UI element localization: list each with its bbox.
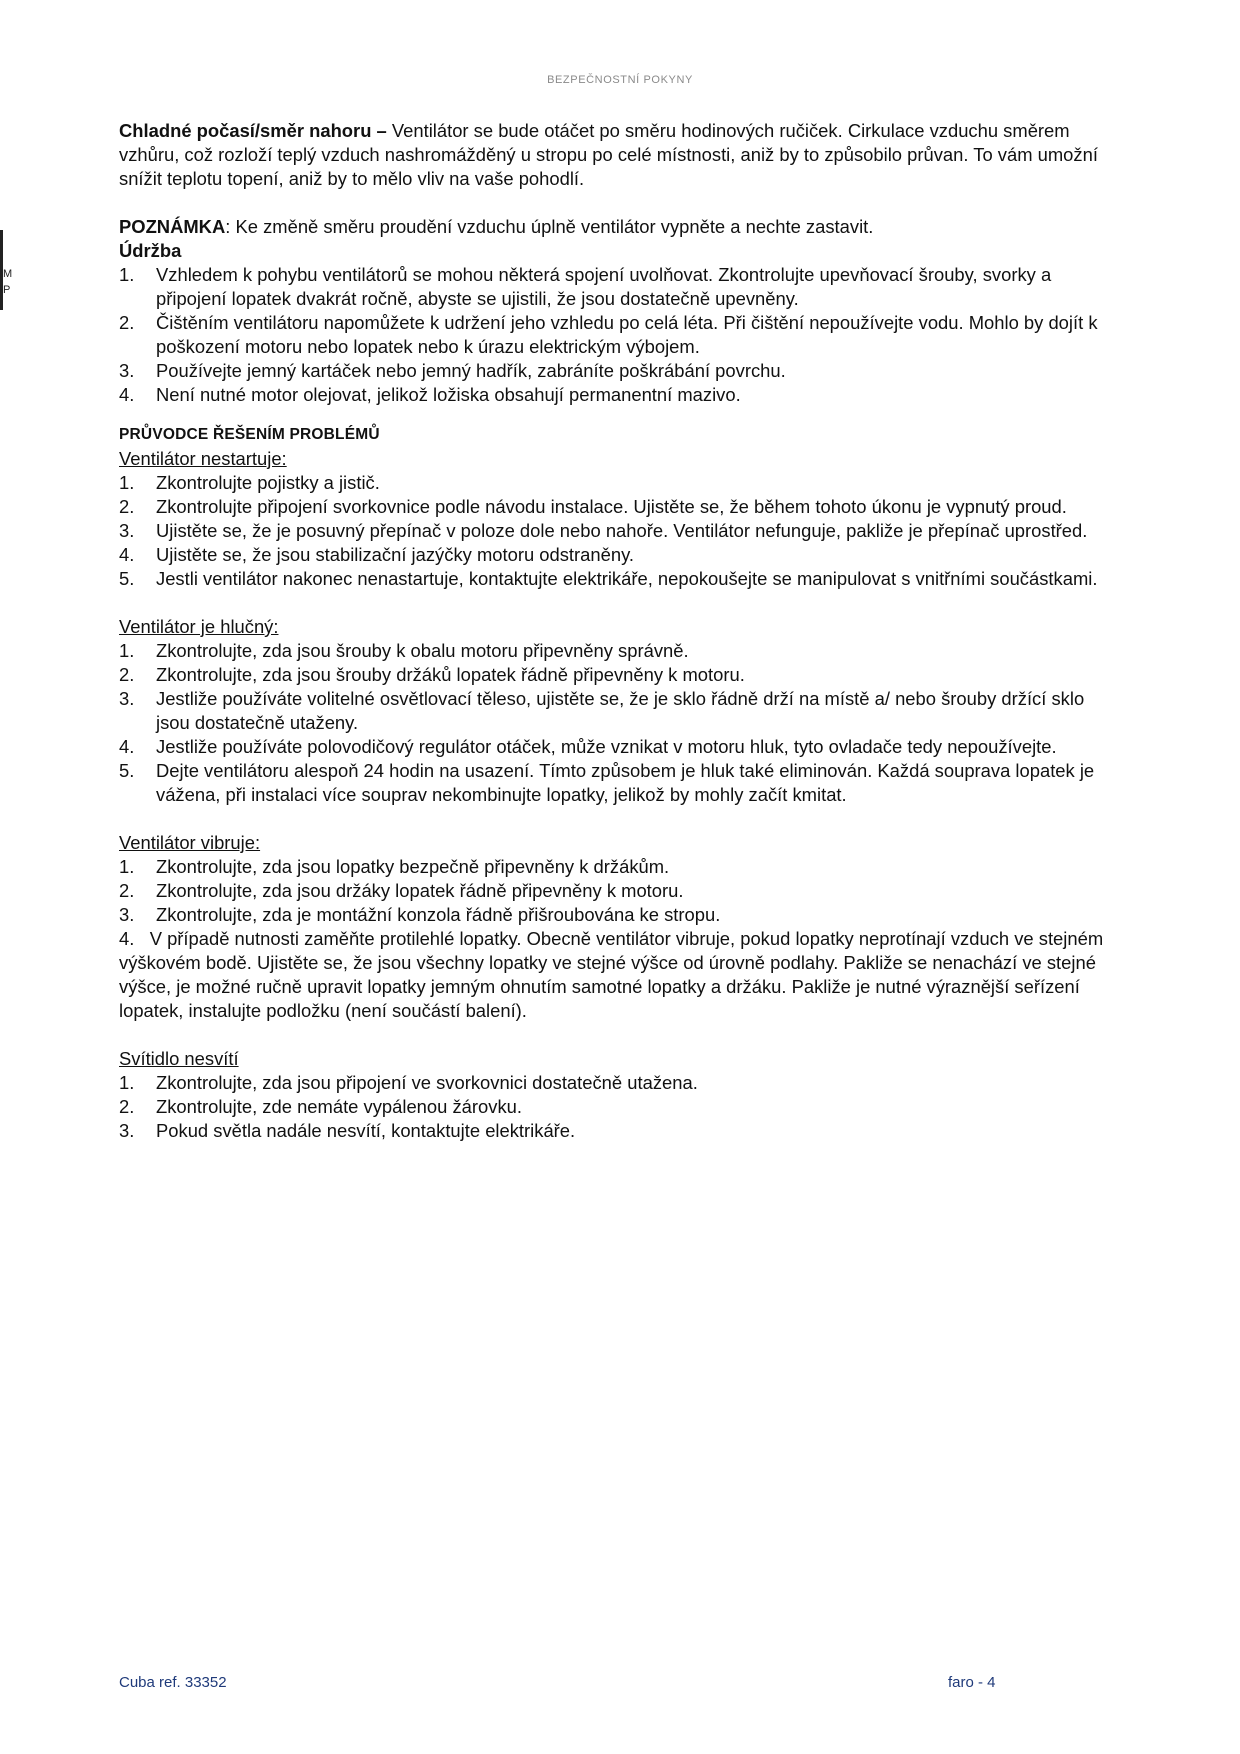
vibrates-item-4: 4. V případě nutnosti zaměňte protilehlé lopatky. Obecně ventilátor vibruje, pokud lopatky neprotínají vzduch ve stejném výškovém bodě. Ujistěte se, že jsou všechny lopatky ve stejné výšce od úrovně podlahy. Pakliže se nenachází ve stejné výšce, je možné ručně upravit lopatky jemným ohnutím samotné lopatky a držáku. Pakliže je nutné výraznější seřízení lopatek, instalujte podložku (není součástí balení). [119,928,1104,1021]
subsection-vibrates: Ventilátor vibruje: [119,832,261,853]
list-item: 3. Používejte jemný kartáček nebo jemný hadřík, zabráníte poškrábání povrchu. [119,360,786,381]
footer-reference: Cuba ref. 33352 [119,1674,227,1691]
note-text: : Ke změně směru proudění vzduchu úplně ventilátor vypněte a nechte zastavit. [225,216,874,237]
list-item: 2. Čištěním ventilátoru napomůžete k udržení jeho vzhledu po celá léta. Při čištění nepoužívejte vodu. Mohlo by dojít k poškození motoru nebo lopatek nebo k úrazu elektrickým výbojem. [119,312,1098,357]
list-item: 2. Zkontrolujte, zda jsou šrouby držáků lopatek řádně připevněny k motoru. [119,664,745,685]
list-item: 2. Zkontrolujte, zde nemáte vypálenou žárovku. [119,1096,522,1117]
note-paragraph [119,215,1119,239]
list-item: 1. Vzhledem k pohybu ventilátorů se mohou některá spojení uvolňovat. Zkontrolujte upevňovací šrouby, svorky a připojení lopatek dvakrát ročně, abyste se ujistili, že jsou dostatečně upevněny. [119,264,1052,309]
not-starting-list [119,471,1119,591]
cold-weather-paragraph [119,119,1119,191]
list-item: 3. Pokud světla nadále nesvítí, kontaktujte elektrikáře. [119,1120,576,1141]
list-item: 4. Není nutné motor olejovat, jelikož ložiska obsahují permanentní mazivo. [119,384,741,405]
cold-weather-text: Ventilátor se bude otáčet po směru hodinových ručiček. Cirkulace vzduchu směrem vzhůru, což rozloží teplý vzduch nashromážděný u stropu po celé místnosti, aniž by to způsobilo průvan. To vám umožní snížit teplotu topení, aniž by to mělo vliv na vaše pohodlí. [119,120,1098,189]
list-item: 2. Zkontrolujte, zda jsou držáky lopatek řádně připevněny k motoru. [119,880,684,901]
cold-weather-label: Chladné počasí/směr nahoru – [119,120,387,141]
subsection-noisy: Ventilátor je hlučný: [119,616,279,637]
list-item: 5. Dejte ventilátoru alespoň 24 hodin na usazení. Tímto způsobem je hluk také eliminován. Každá souprava lopatek je vážena, při instalaci více souprav nekombinujte lopatky, jelikož by mohly začít kmitat. [119,760,1095,805]
subsection-light: Svítidlo nesvítí [119,1048,239,1069]
side-margin-glyphs: M P [3,268,13,296]
page-header: BEZPEČNOSTNÍ POKYNY [547,74,693,86]
subsection-not-starting: Ventilátor nestartuje: [119,448,287,469]
document-body [119,119,1119,1143]
list-item: 1. Zkontrolujte, zda jsou šrouby k obalu motoru připevněny správně. [119,640,689,661]
noisy-list [119,639,1119,807]
list-item: 3. Zkontrolujte, zda je montážní konzola řádně přišroubována ke stropu. [119,904,721,925]
maintenance-list [119,263,1119,407]
list-item: 4. Ujistěte se, že jsou stabilizační jazýčky motoru odstraněny. [119,544,635,565]
vibrates-list [119,855,1119,927]
list-item: 5. Jestli ventilátor nakonec nenastartuje, kontaktujte elektrikáře, nepokoušejte se manipulovat s vnitřními součástkami. [119,568,1098,589]
troubleshooting-heading: PRŮVODCE ŘEŠENÍM PROBLÉMŮ [119,426,380,443]
list-item: 1. Zkontrolujte pojistky a jistič. [119,472,380,493]
list-item: 3. Ujistěte se, že je posuvný přepínač v poloze dole nebo nahoře. Ventilátor nefunguje, pakliže je přepínač uprostřed. [119,520,1088,541]
note-label: POZNÁMKA [119,216,226,237]
list-item: 1. Zkontrolujte, zda jsou lopatky bezpečně připevněny k držákům. [119,856,670,877]
maintenance-heading: Údržba [119,240,182,261]
list-item: 3. Jestliže používáte volitelné osvětlovací těleso, ujistěte se, že je sklo řádně drží na místě a/ nebo šrouby držící sklo jsou dostatečně utaženy. [119,688,1085,733]
list-item: 4. Jestliže používáte polovodičový regulátor otáček, může vznikat v motoru hluk, tyto ovladače tedy nepoužívejte. [119,736,1057,757]
list-item: 2. Zkontrolujte připojení svorkovnice podle návodu instalace. Ujistěte se, že během tohoto úkonu je vypnutý proud. [119,496,1067,517]
list-item: 1. Zkontrolujte, zda jsou připojení ve svorkovnici dostatečně utažena. [119,1072,698,1093]
footer-page-number: faro - 4 [948,1674,996,1691]
light-list [119,1071,1119,1143]
